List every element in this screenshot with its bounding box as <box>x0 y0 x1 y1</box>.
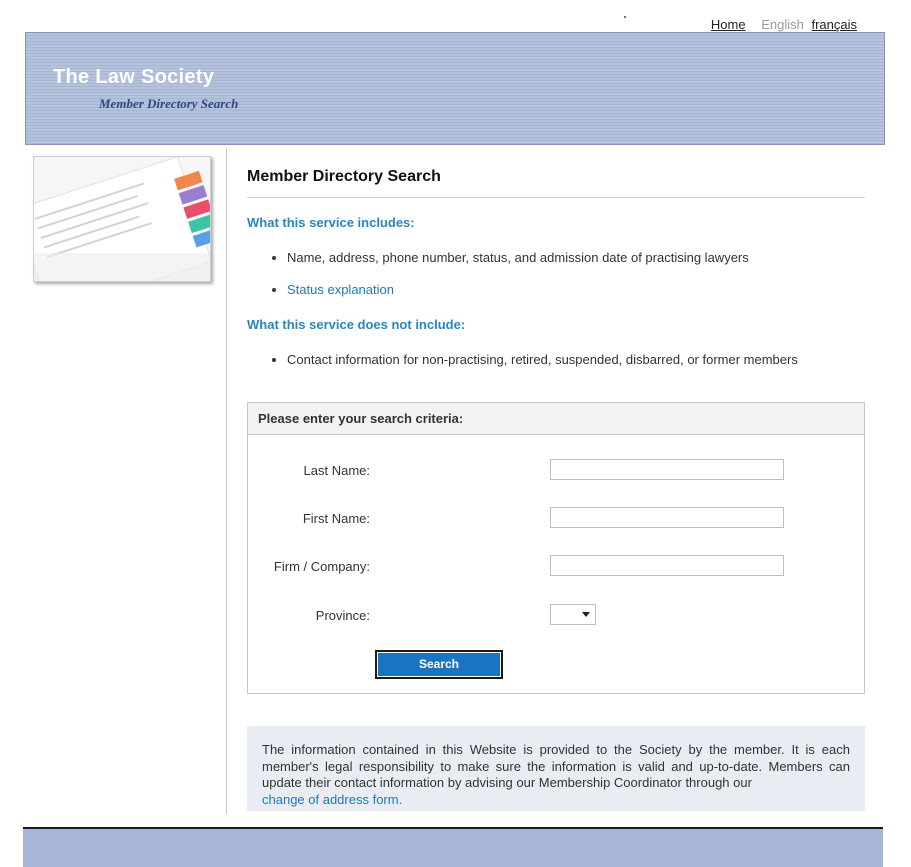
last-name-input[interactable] <box>550 459 784 480</box>
province-select[interactable] <box>550 604 596 625</box>
first-name-input[interactable] <box>550 507 784 528</box>
search-form <box>247 402 865 694</box>
firm-company-row <box>248 555 864 579</box>
language-francais-link[interactable]: français <box>811 17 857 32</box>
page-title: Member Directory Search <box>247 168 441 185</box>
excludes-heading: What this service does not include: <box>247 317 466 332</box>
footer-bar <box>23 827 883 867</box>
column-divider <box>226 148 227 814</box>
documents-tabs-illustration <box>34 157 210 281</box>
last-name-label: Last Name: <box>303 463 370 478</box>
list-item <box>287 282 749 314</box>
province-row <box>248 604 864 628</box>
site-title: The Law Society <box>53 66 215 88</box>
firm-company-label: Firm / Company: <box>273 559 370 574</box>
list-item <box>287 352 798 367</box>
includes-item-text: Name, address, phone number, status, and admission date of practising lawyers <box>287 250 749 265</box>
home-link[interactable]: Home <box>710 17 746 32</box>
list-item <box>287 250 749 282</box>
excludes-item-text: Contact information for non-practising, retired, suspended, disbarred, or former members <box>287 352 798 367</box>
province-label: Province: <box>315 608 370 623</box>
excludes-list <box>247 352 798 367</box>
info-text: The information contained in this Website is provided to the Society by the member. It is each member's legal responsibility to make sure the information is valid and up-to-date. Members can update their contact information by advising our Membership Coordinator through our <box>262 742 850 790</box>
change-of-address-link[interactable]: change of address form. <box>262 791 403 807</box>
title-divider <box>247 197 865 198</box>
info-notice <box>247 726 865 811</box>
chevron-down-icon <box>582 612 590 617</box>
documents-tabs-image <box>33 156 211 282</box>
firm-company-input[interactable] <box>550 555 784 576</box>
status-explanation-link[interactable]: Status explanation <box>287 282 394 297</box>
first-name-label: First Name: <box>302 511 370 526</box>
first-name-row <box>248 507 864 531</box>
last-name-row <box>248 459 864 483</box>
site-subtitle: Member Directory Search <box>99 96 239 111</box>
includes-heading: What this service includes: <box>247 215 415 230</box>
top-nav <box>0 17 857 33</box>
search-form-heading: Please enter your search criteria: <box>248 403 864 435</box>
header-banner <box>25 32 885 145</box>
language-english-current: English <box>761 17 804 32</box>
search-button[interactable] <box>375 650 503 679</box>
includes-list <box>247 250 749 314</box>
search-button-label: Search <box>378 653 500 676</box>
